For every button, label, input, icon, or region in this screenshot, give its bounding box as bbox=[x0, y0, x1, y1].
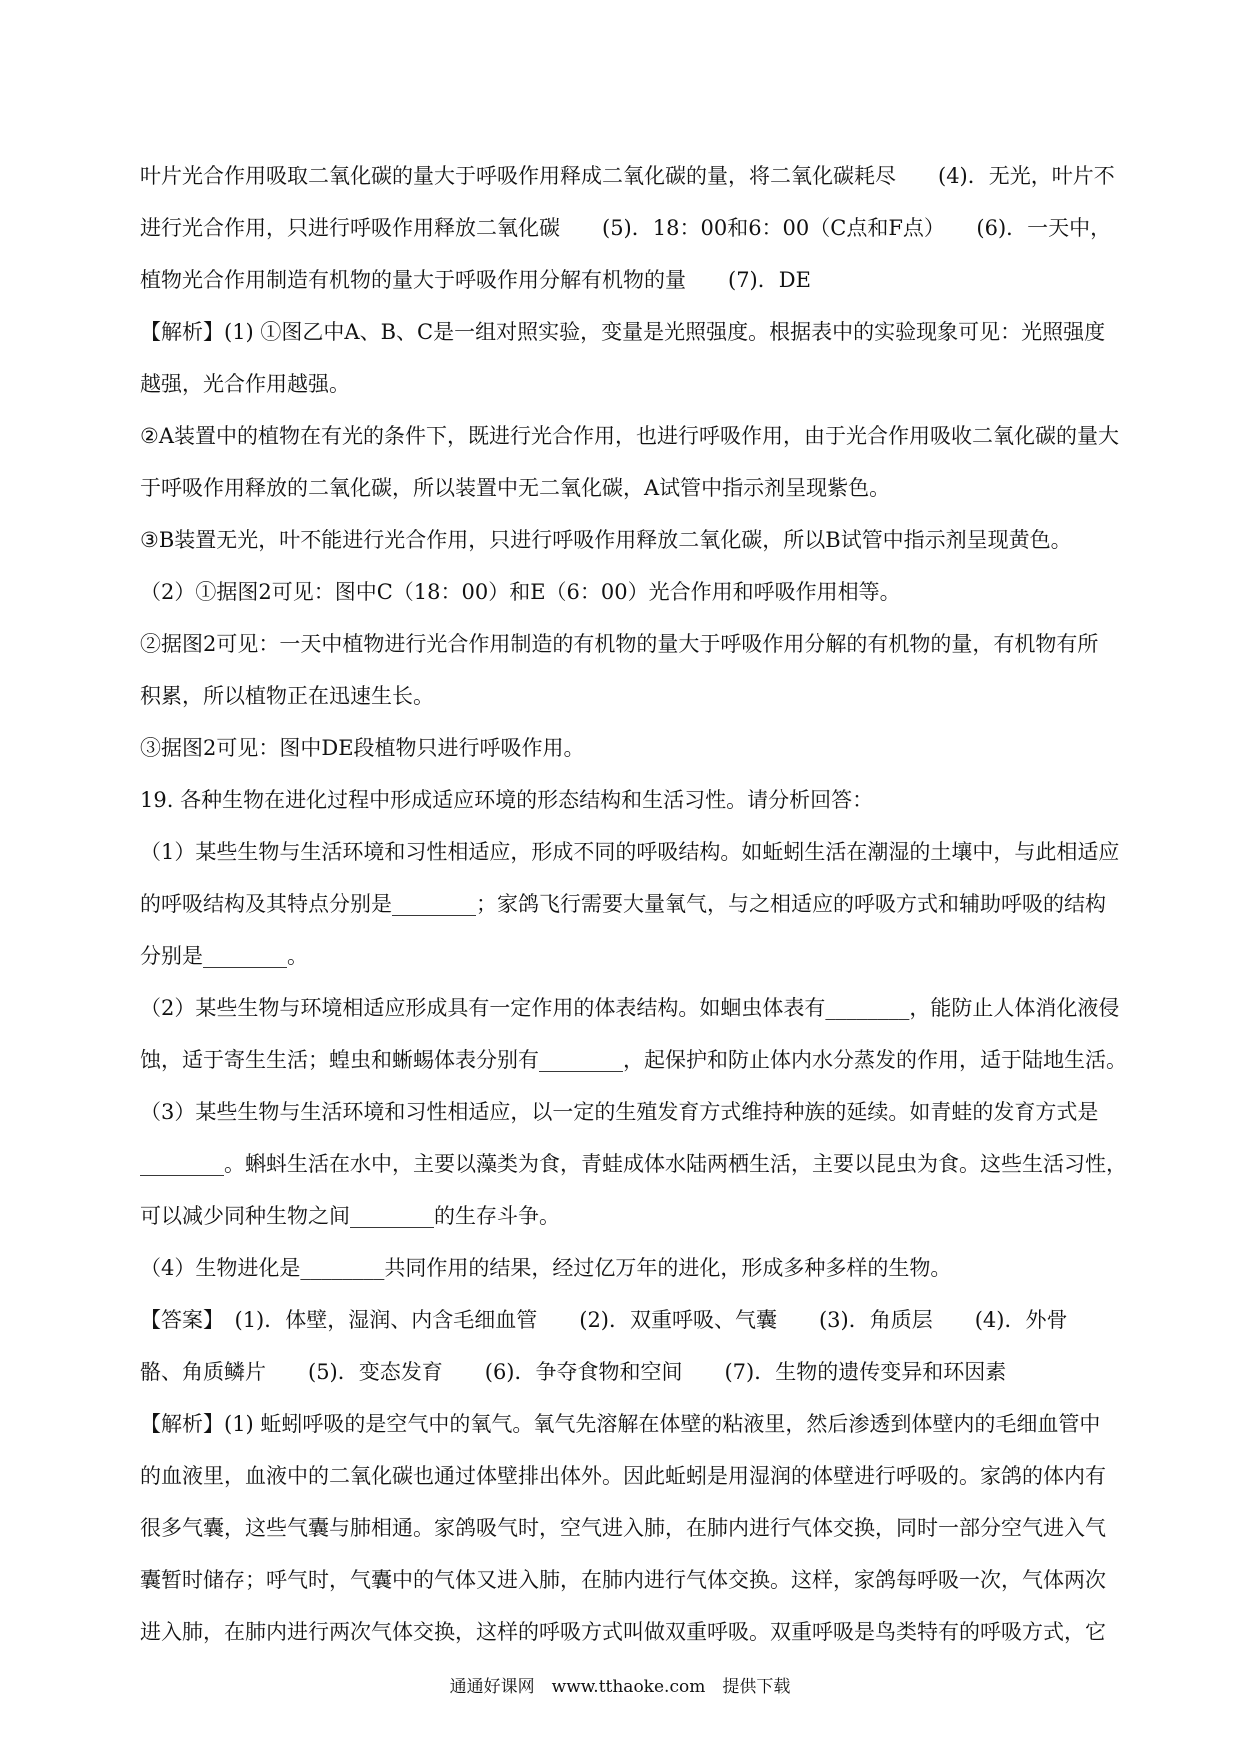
analysis-line: 【解析】(1) 蚯蚓呼吸的是空气中的氧气。氧气先溶解在体壁的粘液里，然后渗透到体壁内的毛细血管中 bbox=[140, 1412, 1101, 1436]
text-line: ②A装置中的植物在有光的条件下，既进行光合作用，也进行呼吸作用，由于光合作用吸收二氧化碳的量大 bbox=[140, 424, 1119, 448]
text-line: ③据图2可见：图中DE段植物只进行呼吸作用。 bbox=[140, 736, 585, 760]
answer-line: 【答案】 (1)．体壁，湿润、内含毛细血管 (2)．双重呼吸、气囊 (3)．角质层 (4)．外骨 bbox=[140, 1308, 1068, 1332]
text-line: 很多气囊，这些气囊与肺相通。家鸽吸气时，空气进入肺，在肺内进行气体交换，同时一部分空气进入气 bbox=[140, 1516, 1106, 1540]
text-line: 的呼吸结构及其特点分别是________；家鸽飞行需要大量氧气，与之相适应的呼吸方式和辅助呼吸的结构 bbox=[140, 892, 1106, 916]
text-line: 分别是________。 bbox=[140, 944, 308, 968]
text-line: ③B装置无光，叶不能进行光合作用，只进行呼吸作用释放二氧化碳，所以B试管中指示剂呈现黄色。 bbox=[140, 528, 1072, 552]
text-line: （2）某些生物与环境相适应形成具有一定作用的体表结构。如蛔虫体表有________，能防止人体消化液侵 bbox=[140, 996, 1120, 1020]
text-line: 进入肺，在肺内进行两次气体交换，这样的呼吸方式叫做双重呼吸。双重呼吸是鸟类特有的呼吸方式，它 bbox=[140, 1620, 1106, 1644]
text-line: 的血液里，血液中的二氧化碳也通过体壁排出体外。因此蚯蚓是用湿润的体壁进行呼吸的。家鸽的体内有 bbox=[140, 1464, 1106, 1488]
text-line: 积累，所以植物正在迅速生长。 bbox=[140, 684, 434, 708]
text-line: （4）生物进化是________共同作用的结果，经过亿万年的进化，形成多种多样的生物。 bbox=[140, 1256, 952, 1280]
page-footer: 通通好课网 www.tthaoke.com 提供下载 bbox=[449, 1677, 791, 1697]
text-line: 植物光合作用制造有机物的量大于呼吸作用分解有机物的量 (7)．DE bbox=[140, 268, 811, 292]
text-line: 囊暂时储存；呼气时，气囊中的气体又进入肺，在肺内进行气体交换。这样，家鸽每呼吸一次，气体两次 bbox=[140, 1568, 1106, 1592]
answer-line: 骼、角质鳞片 (5)．变态发育 (6)．争夺食物和空间 (7)．生物的遗传变异和环因素 bbox=[140, 1360, 1007, 1384]
text-line: 【解析】(1) ①图乙中A、B、C是一组对照实验，变量是光照强度。根据表中的实验现象可见：光照强度 bbox=[140, 320, 1106, 344]
text-line: 进行光合作用，只进行呼吸作用释放二氧化碳 (5)．18：00和6：00（C点和F点） (6)．一天中， bbox=[140, 216, 1112, 240]
text-line: 蚀，适于寄生生活；蝗虫和蜥蜴体表分别有________，起保护和防止体内水分蒸发的作用，适于陆地生活。 bbox=[140, 1048, 1127, 1072]
document-body bbox=[140, 150, 1127, 1658]
text-line: （1）某些生物与生活环境和习性相适应，形成不同的呼吸结构。如蚯蚓生活在潮湿的土壤中，与此相适应 bbox=[140, 840, 1120, 864]
text-line: ②据图2可见：一天中植物进行光合作用制造的有机物的量大于呼吸作用分解的有机物的量，有机物有所 bbox=[140, 632, 1099, 656]
text-line: 可以减少同种生物之间________的生存斗争。 bbox=[140, 1204, 560, 1228]
text-line: 叶片光合作用吸取二氧化碳的量大于呼吸作用释成二氧化碳的量，将二氧化碳耗尽 (4)．无光，叶片不 bbox=[140, 164, 1115, 188]
text-line: 于呼吸作用释放的二氧化碳，所以装置中无二氧化碳，A试管中指示剂呈现紫色。 bbox=[140, 476, 891, 500]
question-title: 19. 各种生物在进化过程中形成适应环境的形态结构和生活习性。请分析回答： bbox=[140, 788, 874, 812]
text-line: 越强，光合作用越强。 bbox=[140, 372, 350, 396]
text-line: （3）某些生物与生活环境和习性相适应，以一定的生殖发育方式维持种族的延续。如青蛙的发育方式是 bbox=[140, 1100, 1099, 1124]
text-line: （2）①据图2可见：图中C（18：00）和E（6：00）光合作用和呼吸作用相等。 bbox=[140, 580, 901, 604]
text-line: ________。蝌蚪生活在水中，主要以藻类为食，青蛙成体水陆两栖生活，主要以昆虫为食。这些生活习性， bbox=[140, 1152, 1127, 1176]
